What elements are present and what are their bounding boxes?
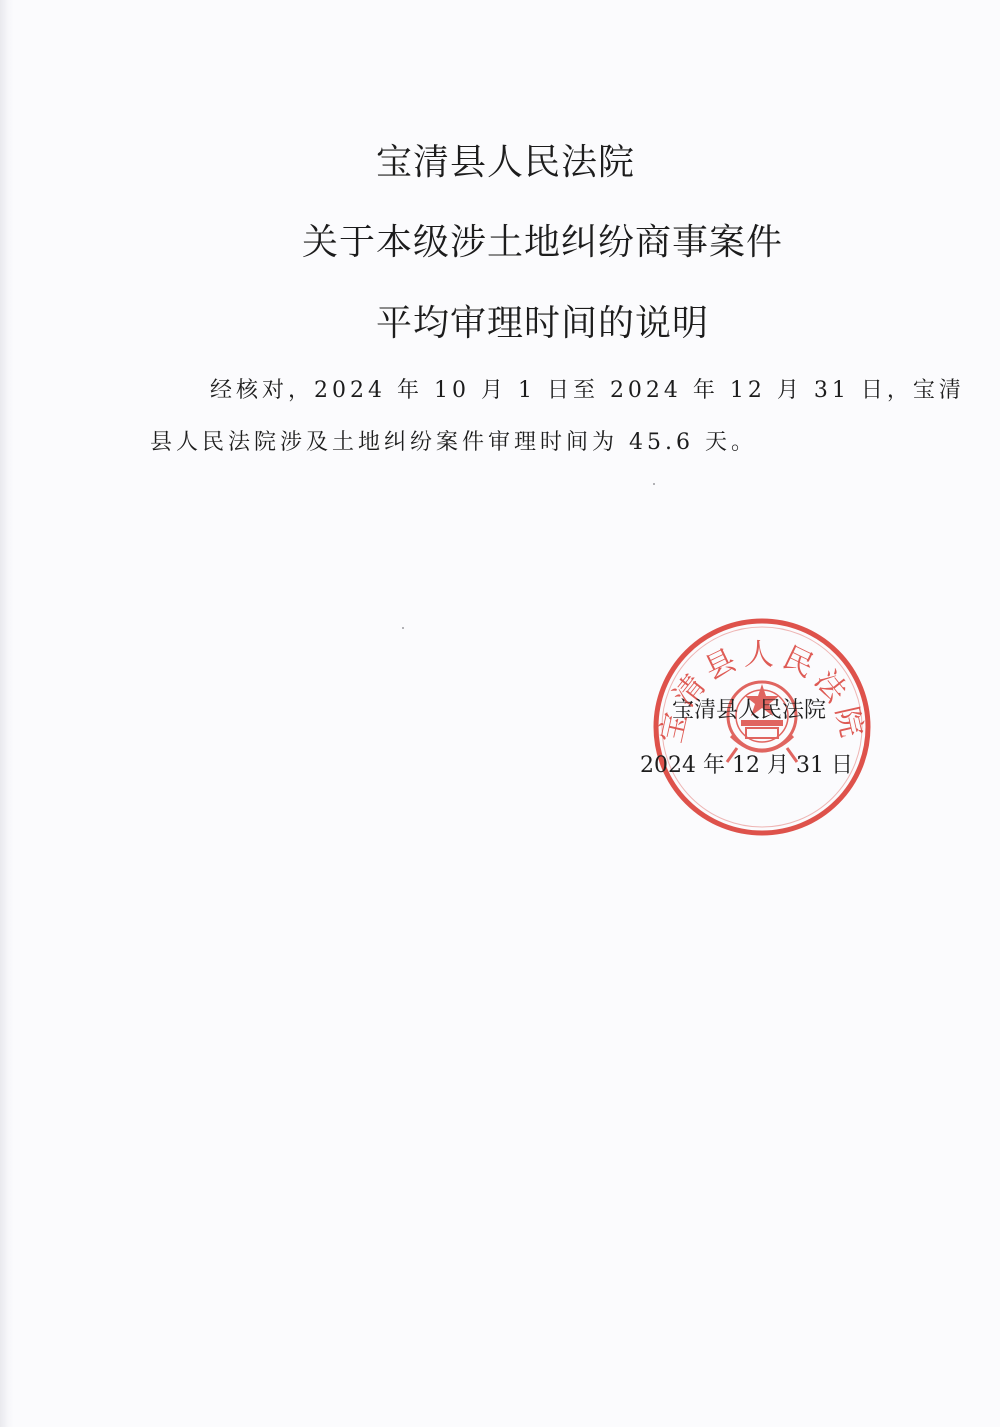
svg-text:宝清县人民法院: 宝清县人民法院 <box>653 637 871 747</box>
title-line-1: 宝清县人民法院 <box>376 142 636 183</box>
official-seal <box>651 616 873 838</box>
title-line-3: 平均审理时间的说明 <box>376 303 710 344</box>
paragraph-line-2: 县人民法院涉及土地纠纷案件审理时间为 45.6 天。 <box>150 430 757 455</box>
title-line-2: 关于本级涉土地纠纷商事案件 <box>302 222 784 263</box>
signature-organization: 宝清县人民法院 <box>672 698 827 723</box>
scan-speck <box>653 483 655 485</box>
signature-date: 2024 年 12 月 31 日 <box>640 753 853 778</box>
seal-graphic <box>651 616 873 838</box>
scan-edge-shadow <box>0 0 14 1427</box>
paragraph-line-1: 经核对，2024 年 10 月 1 日至 2024 年 12 月 31 日，宝清 <box>210 378 965 403</box>
scan-speck <box>402 627 404 629</box>
